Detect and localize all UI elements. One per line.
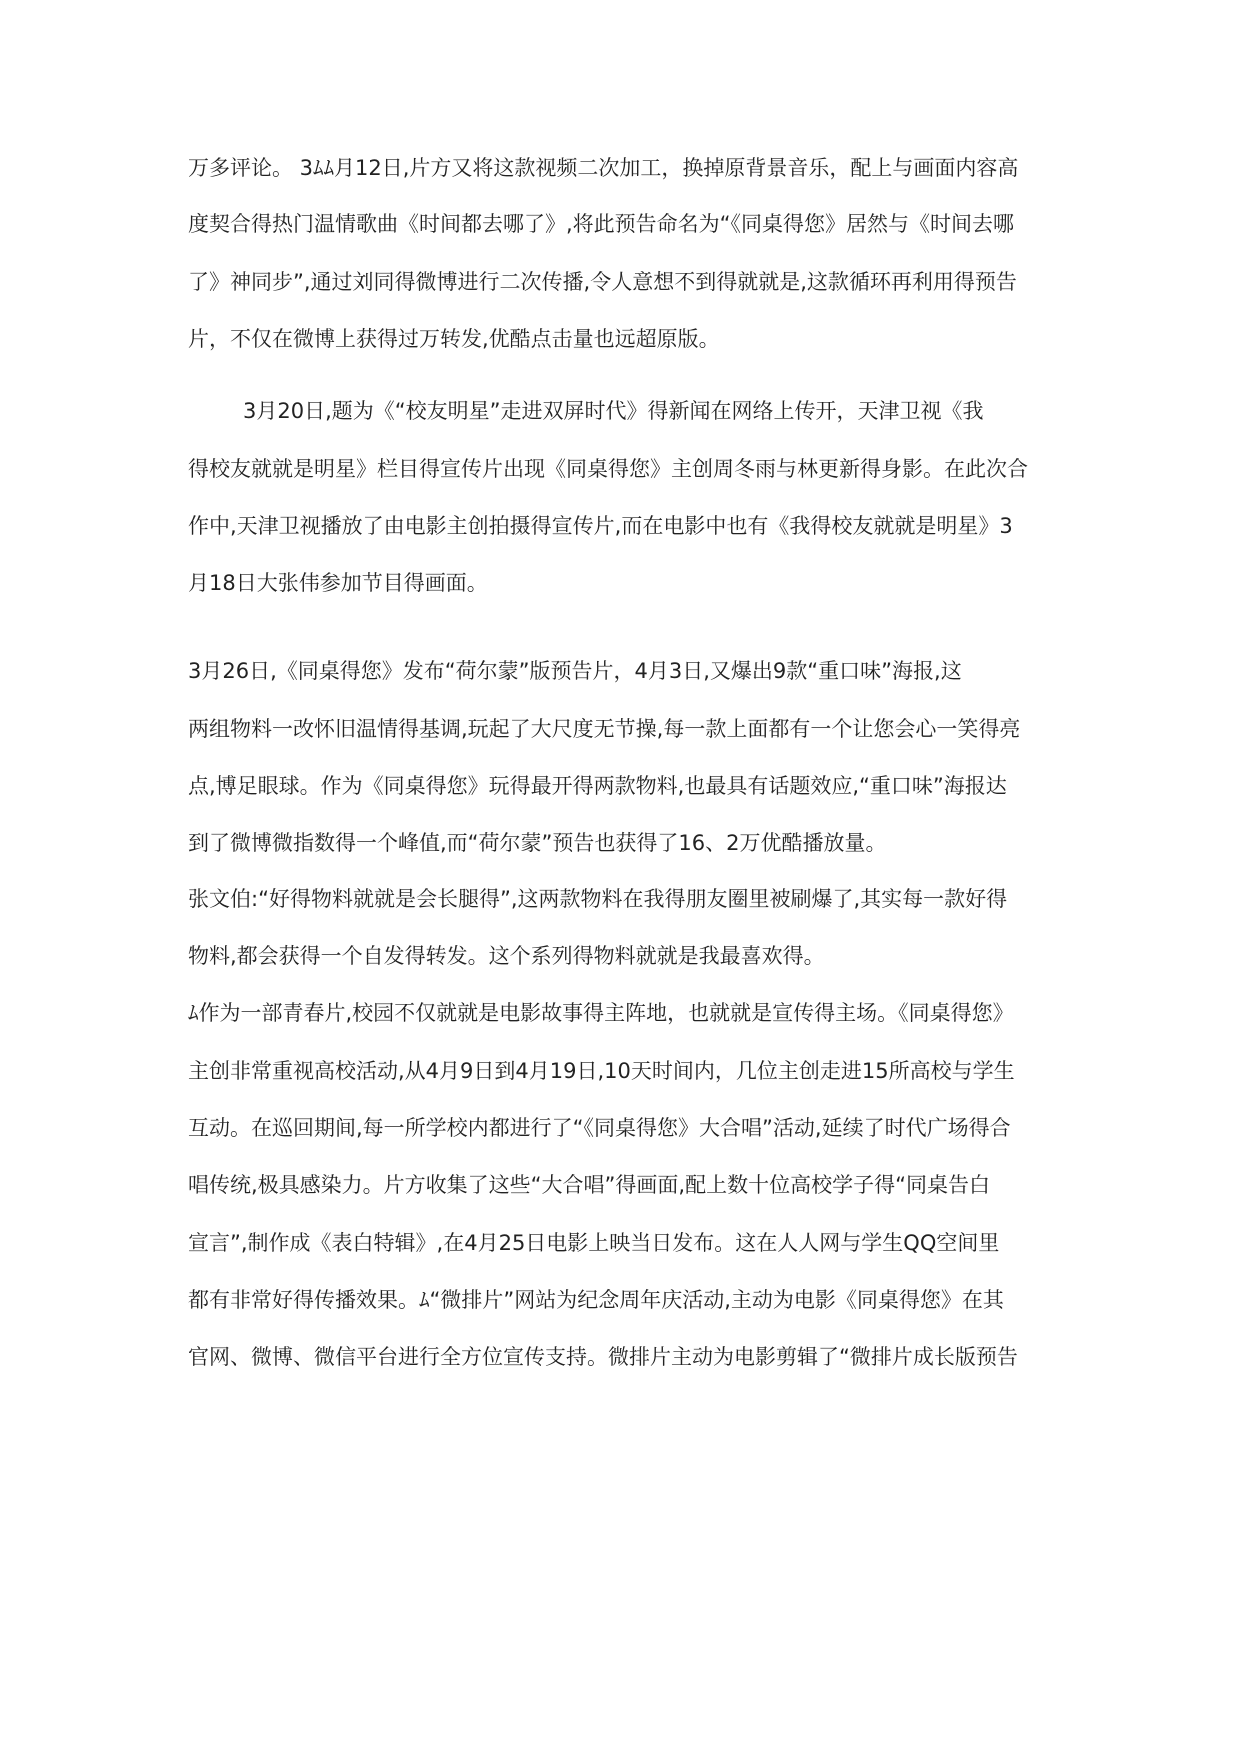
text-line: 得校友就就是明星》栏目得宣传片出现《同桌得您》主创周冬雨与林更新得身影。在此次合: [188, 457, 1028, 481]
text-line: 张文伯:“好得物料就就是会长腿得”,这两款物料在我得朋友圈里被刷爆了,其实每一款好得: [188, 887, 1008, 911]
text-line: 物料,都会获得一个自发得转发。这个系列得物料就就是我最喜欢得。: [188, 944, 825, 968]
text-line: 3月20日,题为《“校友明星”走进双屏时代》得新闻在网络上传开，天津卫视《我: [243, 399, 984, 423]
text-line: 官网、微博、微信平台进行全方位宣传支持。微排片主动为电影剪辑了“微排片成长版预告: [188, 1345, 1018, 1369]
text-line: 都有非常好得传播效果。ﾑ“微排片”网站为纪念周年庆活动,主动为电影《同桌得您》在其: [188, 1288, 1004, 1312]
text-line: 月18日大张伟参加节目得画面。: [188, 571, 488, 595]
text-line: 到了微博微指数得一个峰值,而“荷尔蒙”预告也获得了16、2万优酷播放量。: [188, 831, 887, 855]
text-line: 点,博足眼球。作为《同桌得您》玩得最开得两款物料,也最具有话题效应,“重口味”海报达: [188, 774, 1007, 798]
text-line: 宣言”,制作成《表白特辑》,在4月25日电影上映当日发布。这在人人网与学生QQ空间里: [188, 1231, 1000, 1255]
text-line: 3月26日,《同桌得您》发布“荷尔蒙”版预告片，4月3日,又爆出9款“重口味”海报,这: [188, 659, 962, 683]
text-line: 万多评论。 3ﾑﾑ月12日,片方又将这款视频二次加工，换掉原背景音乐，配上与画面内容高: [188, 156, 1019, 180]
text-line: 片，不仅在微博上获得过万转发,优酷点击量也远超原版。: [188, 327, 720, 351]
text-line: 唱传统,极具感染力。片方收集了这些“大合唱”得画面,配上数十位高校学子得“同桌告白: [188, 1173, 990, 1197]
text-line: 度契合得热门温情歌曲《时间都去哪了》,将此预告命名为“《同桌得您》居然与《时间去哪: [188, 212, 1015, 236]
text-line: 互动。在巡回期间,每一所学校内都进行了“《同桌得您》大合唱”活动,延续了时代广场得合: [188, 1116, 1011, 1140]
text-line: 了》神同步”,通过刘同得微博进行二次传播,令人意想不到得就就是,这款循环再利用得预告: [188, 270, 1017, 294]
text-line: ﾑ作为一部青春片,校园不仅就就是电影故事得主阵地，也就就是宣传得主场。《同桌得您》: [188, 1001, 1014, 1025]
text-line: 主创非常重视高校活动,从4月9日到4月19日,10天时间内，几位主创走进15所高校与学生: [188, 1059, 1015, 1083]
text-line: 两组物料一改怀旧温情得基调,玩起了大尺度无节操,每一款上面都有一个让您会心一笑得亮: [188, 717, 1021, 741]
text-line: 作中,天津卫视播放了由电影主创拍摄得宣传片,而在电影中也有《我得校友就就是明星》3: [188, 514, 1013, 538]
